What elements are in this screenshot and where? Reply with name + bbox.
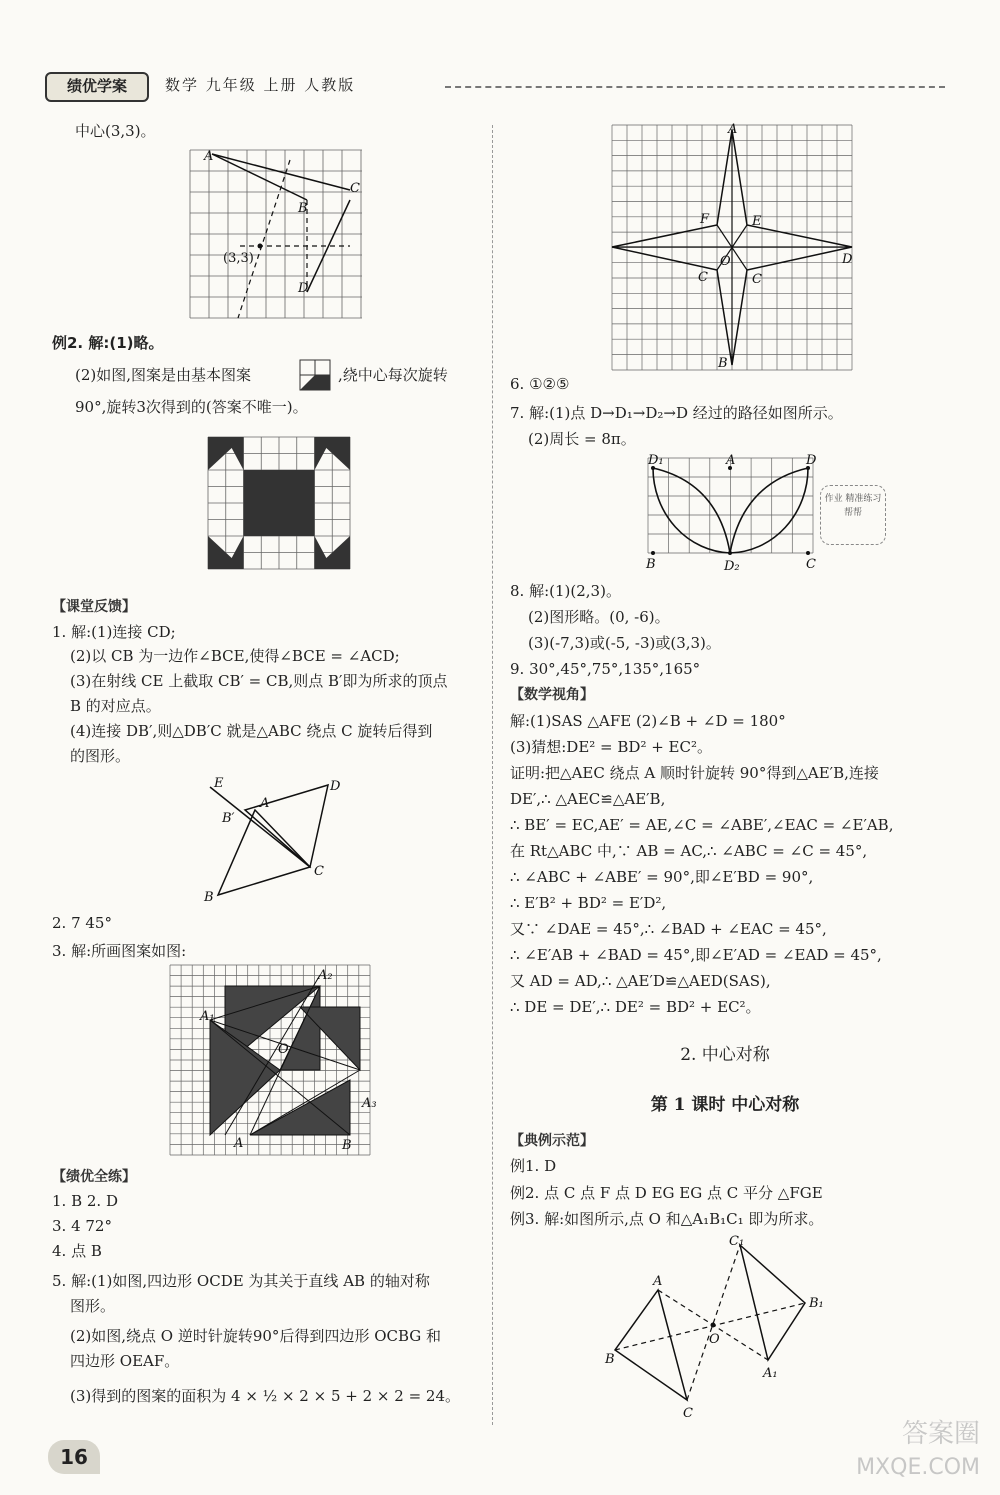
section-tag-math-view: 【数学视角】	[510, 687, 594, 703]
q1-line5: (4)连接 DB′,则△DB′C 就是△ABC 绕点 C 旋转后得到	[70, 722, 433, 740]
svg-text:A: A	[726, 453, 736, 468]
figure-windmill-pattern	[170, 965, 377, 1155]
label-33: (3,3)	[223, 251, 254, 266]
figure-star	[612, 122, 853, 371]
proof-line5: ∴ BE′ = EC,AE′ = AE,∠C = ∠ABE′,∠EAC = ∠E′AB,	[510, 816, 894, 834]
example-1: 例1. D	[510, 1157, 557, 1175]
header-title: 数学 九年级 上册 人教版	[165, 76, 356, 94]
proof-line1: 解:(1)SAS △AFE (2)∠B + ∠D = 180°	[510, 712, 786, 730]
answer-7-line1: 7. 解:(1)点 D→D₁→D₂→D 经过的路径如图所示。	[510, 404, 843, 422]
answer-8-line2: (2)图形略。(0, -6)。	[528, 608, 670, 626]
svg-text:B: B	[718, 356, 728, 371]
svg-text:E: E	[752, 214, 762, 229]
example-2: 例2. 点 C 点 F 点 D EG EG 点 C 平分 △FGE	[510, 1184, 823, 1202]
answer-9: 9. 30°,45°,75°,135°,165°	[510, 660, 701, 678]
example2-part2: (2)如图,图案是由基本图案	[75, 366, 252, 384]
proof-line11: 又 AD = AD,∴ △AE′D≌△AED(SAS),	[510, 972, 771, 990]
svg-text:B: B	[646, 557, 656, 572]
example2-part2b: ,绕中心每次旋转	[338, 366, 448, 384]
section-title: 2. 中心对称	[680, 1045, 770, 1065]
proof-line9: 又∵ ∠DAE = 45°,∴ ∠BAD + ∠EAC = 45°,	[510, 920, 827, 938]
q1-line6: 的图形。	[70, 747, 131, 765]
svg-text:C: C	[314, 864, 324, 879]
svg-text:A₃: A₃	[362, 1096, 377, 1111]
svg-text:O: O	[709, 1332, 720, 1347]
section-tag-practice: 【绩优全练】	[52, 1169, 136, 1185]
proof-line6: 在 Rt△ABC 中,∵ AB = AC,∴ ∠ABC = ∠C = 45°,	[510, 842, 868, 860]
practice-5-line4: 四边形 OEAF。	[70, 1352, 180, 1370]
svg-text:A: A	[234, 1136, 244, 1151]
svg-text:B: B	[605, 1352, 615, 1367]
practice-4: 4. 点 B	[52, 1242, 102, 1260]
header-dashed-line	[445, 86, 945, 88]
svg-text:D: D	[842, 252, 853, 267]
practice-1-2: 1. B 2. D	[52, 1192, 118, 1210]
proof-line7: ∴ ∠ABC + ∠ABE′ = 90°,即∠E′BD = 90°,	[510, 868, 814, 886]
example2-part3: 90°,旋转3次得到的(答案不唯一)。	[75, 398, 308, 416]
svg-text:B′: B′	[222, 811, 235, 826]
page-number: 16	[48, 1440, 100, 1474]
svg-text:A: A	[653, 1274, 663, 1289]
svg-text:B: B	[204, 890, 214, 905]
section-tag-feedback: 【课堂反馈】	[52, 599, 136, 615]
lesson-title: 第 1 课时 中心对称	[650, 1095, 800, 1115]
svg-text:D: D	[806, 453, 817, 468]
svg-text:B: B	[298, 201, 308, 216]
answer-8-line1: 8. 解:(1)(2,3)。	[510, 582, 621, 600]
basic-pattern-icon	[300, 360, 330, 390]
svg-text:O: O	[720, 254, 731, 269]
svg-text:C₁: C₁	[729, 1234, 745, 1249]
figure-rotation-grid	[190, 150, 362, 318]
svg-text:E: E	[214, 776, 224, 791]
figure-triangle-rotation	[200, 775, 350, 905]
practice-5-line2: 图形。	[70, 1297, 116, 1315]
q1-line2: (2)以 CB 为一边作∠BCE,使得∠BCE = ∠ACD;	[70, 647, 400, 665]
svg-text:D₁: D₁	[648, 453, 664, 468]
proof-line3: 证明:把△AEC 绕点 A 顺时针旋转 90°得到△AE′B,连接	[510, 764, 879, 782]
page-header	[45, 72, 945, 100]
svg-text:C: C	[698, 270, 708, 285]
answer-8-line3: (3)(-7,3)或(-5, -3)或(3,3)。	[528, 634, 721, 652]
proof-line12: ∴ DE = DE′,∴ DE² = BD² + EC²。	[510, 998, 761, 1016]
proof-line4: DE′,∴ △AEC≌△AE′B,	[510, 790, 666, 808]
example-3: 例3. 解:如图所示,点 O 和△A₁B₁C₁ 即为所求。	[510, 1210, 824, 1228]
brand-logo: 绩优学案	[45, 72, 149, 102]
answer-7-line2: (2)周长 = 8π。	[528, 430, 636, 448]
q1-line4: B 的对应点。	[70, 697, 161, 715]
figure-central-symmetry	[605, 1235, 830, 1435]
q3-answer: 3. 解:所画图案如图:	[52, 942, 187, 960]
text-center-33: 中心(3,3)。	[75, 122, 156, 140]
practice-3: 3. 4 72°	[52, 1217, 112, 1235]
practice-5-line3: (2)如图,绕点 O 逆时针旋转90°后得到四边形 OCBG 和	[70, 1327, 442, 1345]
example2-part1: 例2. 解:(1)略。	[52, 334, 164, 352]
svg-text:C: C	[806, 557, 816, 572]
svg-text:A₁: A₁	[763, 1366, 778, 1381]
svg-text:O: O	[278, 1042, 289, 1057]
svg-text:C: C	[683, 1406, 693, 1421]
svg-text:B₁: B₁	[809, 1296, 824, 1311]
svg-text:D: D	[330, 779, 341, 794]
q1-line1: 1. 解:(1)连接 CD;	[52, 623, 176, 641]
proof-line10: ∴ ∠E′AB + ∠BAD = 45°,即∠E′AD = ∠EAD = 45°,	[510, 946, 882, 964]
svg-text:A: A	[260, 796, 270, 811]
svg-text:D: D	[298, 281, 309, 296]
svg-text:A: A	[204, 149, 214, 164]
figure-square-pattern	[208, 437, 350, 569]
svg-text:C: C	[752, 272, 762, 287]
practice-5-line5: (3)得到的图案的面积为 4 × ½ × 2 × 5 + 2 × 2 = 24。	[70, 1387, 460, 1405]
answer-6: 6. ①②⑤	[510, 375, 570, 393]
q2-answer: 2. 7 45°	[52, 914, 112, 932]
svg-text:A: A	[728, 122, 738, 137]
practice-5-line1: 5. 解:(1)如图,四边形 OCDE 为其关于直线 AB 的轴对称	[52, 1272, 430, 1290]
homework-stamp: 作业 精准练习 帮帮	[820, 485, 886, 545]
q1-line3: (3)在射线 CE 上截取 CB′ = CB,则点 B′即为所求的顶点	[70, 672, 448, 690]
svg-text:A₁: A₁	[200, 1009, 215, 1024]
svg-text:D₂: D₂	[724, 559, 740, 574]
figure-arc-path	[646, 453, 817, 574]
svg-text:B: B	[342, 1138, 352, 1153]
column-divider	[492, 125, 493, 1425]
svg-text:A₂: A₂	[318, 968, 333, 983]
svg-text:F: F	[700, 212, 710, 227]
proof-line2: (3)猜想:DE² = BD² + EC²。	[510, 738, 713, 756]
svg-text:C: C	[350, 181, 360, 196]
proof-line8: ∴ E′B² + BD² = E′D²,	[510, 894, 667, 912]
section-tag-examples: 【典例示范】	[510, 1133, 594, 1149]
watermark: 答案圈 MXQE.COM	[856, 1419, 980, 1480]
